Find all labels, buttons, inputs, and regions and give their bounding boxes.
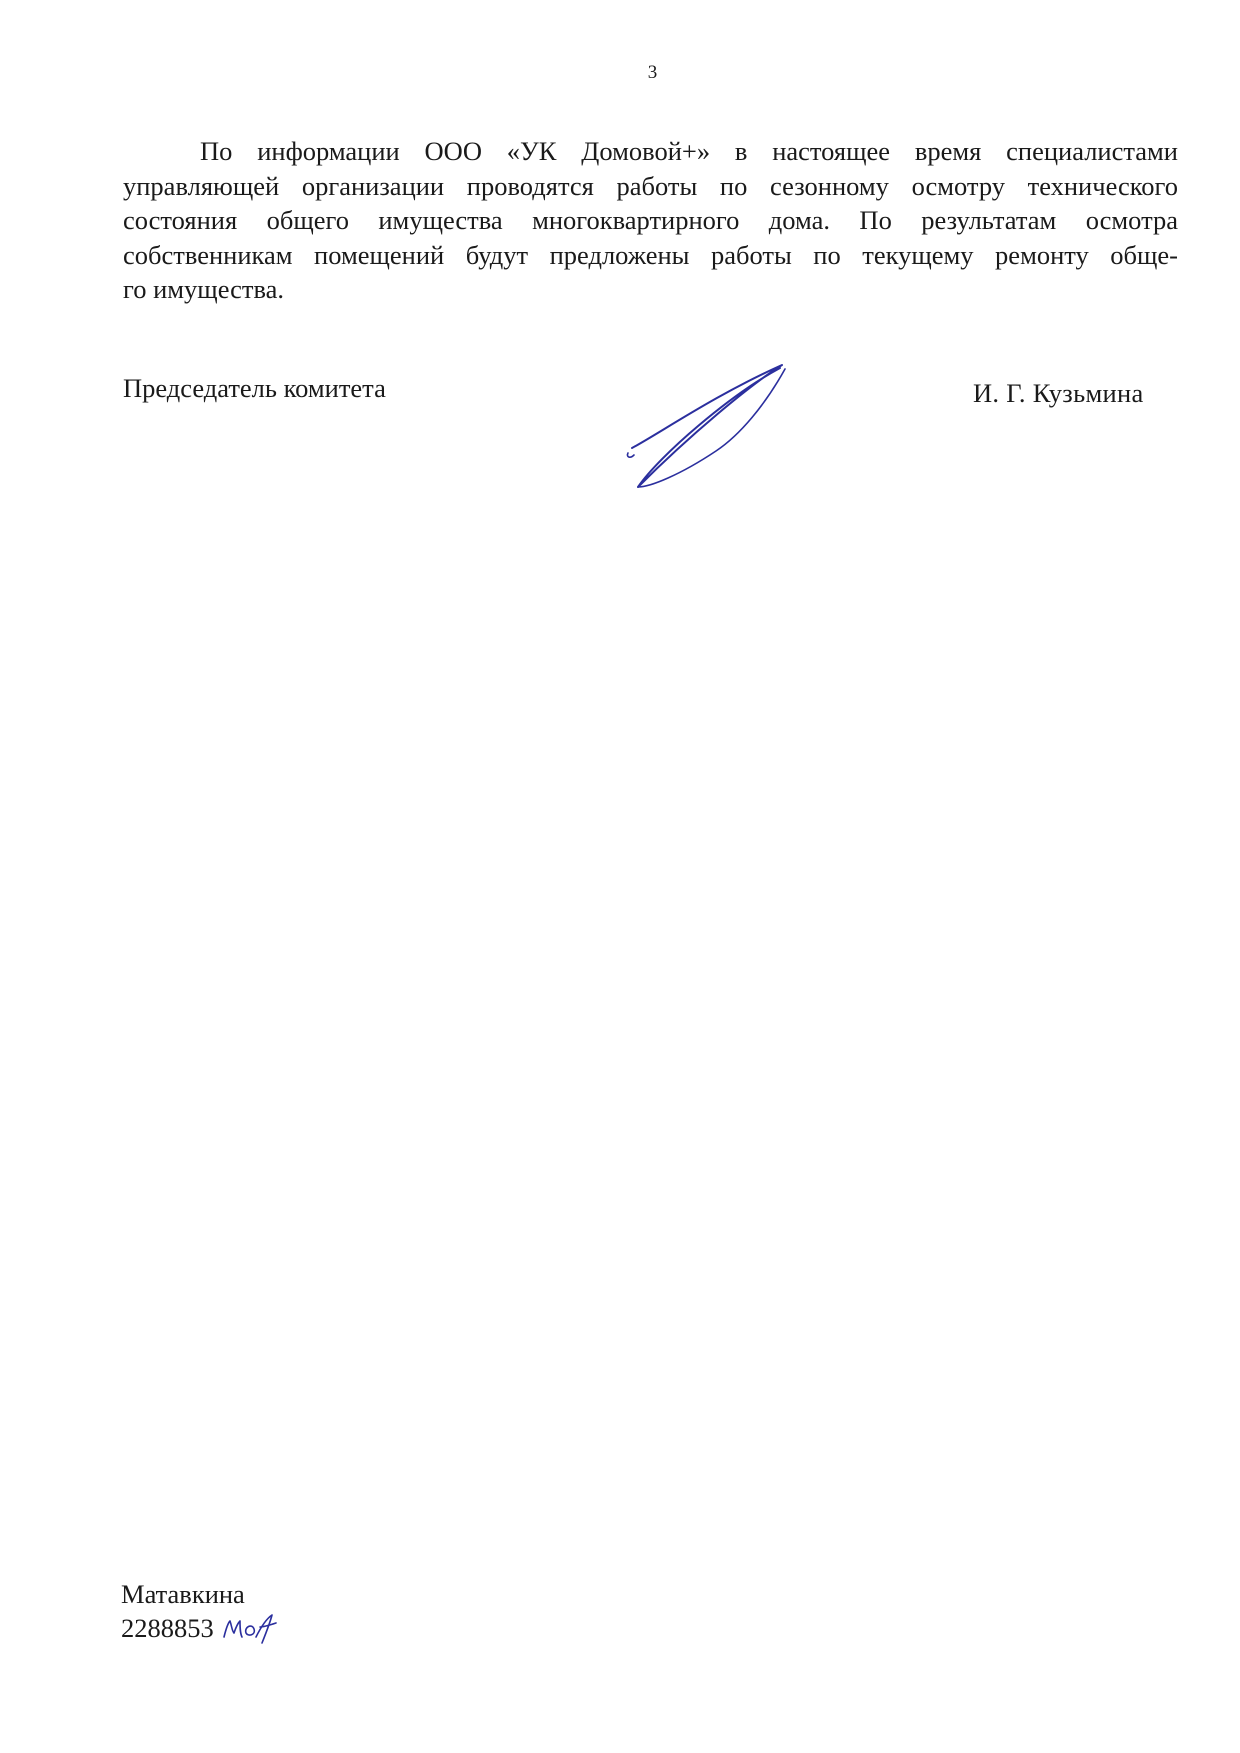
paragraph-line: собственникам помещений будут предложены работы по текущему ремонту обще- xyxy=(123,239,1178,270)
paragraph-line: состояния общего имущества многоквартирного дома. По результатам осмотра xyxy=(123,205,1178,235)
signer-position: Председатель комитета xyxy=(123,373,386,403)
paragraph-line: управляющей организации проводятся работы по сезонному осмотру технического xyxy=(123,170,1178,201)
body-paragraph xyxy=(123,134,1178,307)
handwritten-initials xyxy=(220,1611,280,1645)
paragraph-line: го имущества. xyxy=(123,274,285,304)
executor-surname: Матавкина xyxy=(121,1579,245,1609)
paragraph-line: По информации ООО «УК Домовой+» в настоящее время специалистами xyxy=(200,136,1178,166)
executor-phone-row xyxy=(121,1611,280,1645)
handwritten-signature xyxy=(620,355,800,495)
page-number: 3 xyxy=(647,62,658,83)
executor-block xyxy=(121,1578,280,1645)
executor-phone: 2288853 xyxy=(121,1612,214,1643)
signer-name: И. Г. Кузьмина xyxy=(973,378,1144,408)
